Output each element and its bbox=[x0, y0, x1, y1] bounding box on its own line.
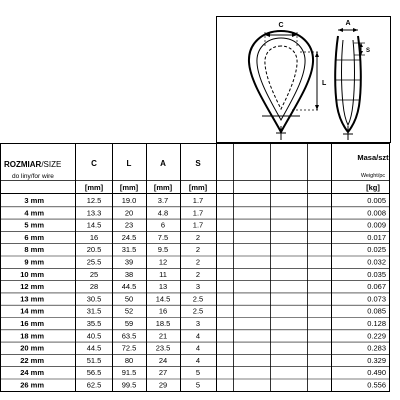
cell-c: 12.5 bbox=[86, 196, 102, 205]
cell-c: 25.5 bbox=[86, 257, 102, 267]
cell-c: 14.5 bbox=[86, 220, 102, 230]
cell-c: 16 bbox=[89, 232, 99, 242]
mass-unit: [kg] bbox=[366, 183, 380, 192]
cell-s: 2 bbox=[195, 257, 201, 267]
cell-s: 3 bbox=[195, 319, 201, 328]
cell-l: 59 bbox=[124, 319, 134, 328]
dimension-label-s: S bbox=[366, 48, 371, 54]
dimension-label-a: A bbox=[345, 20, 351, 27]
thimble-front-view-icon bbox=[249, 31, 320, 140]
cell-c: 25 bbox=[89, 269, 99, 279]
cell-a: 9.5 bbox=[157, 245, 169, 255]
size-header-title: ROZMIAR bbox=[4, 160, 42, 169]
cell-size: 22 mm bbox=[20, 355, 44, 365]
cell-size: 12 mm bbox=[20, 282, 44, 292]
cell-l: 38 bbox=[124, 269, 134, 279]
dimension-label-c: C bbox=[278, 22, 284, 29]
cell-size: 18 mm bbox=[20, 331, 44, 341]
cell-size: 16 mm bbox=[20, 319, 44, 328]
svg-text:do liny/for wire bbox=[12, 173, 54, 180]
cell-a: 6 bbox=[160, 220, 166, 230]
cell-l: 23 bbox=[124, 220, 134, 230]
cell-size: 9 mm bbox=[24, 257, 44, 267]
spec-table-grid bbox=[0, 143, 390, 392]
cell-mass: 0.009 bbox=[367, 220, 386, 230]
cell-l: 91.5 bbox=[121, 368, 137, 378]
cell-l: 80 bbox=[124, 355, 134, 365]
cell-l: 63.5 bbox=[121, 331, 137, 341]
cell-a: 12 bbox=[158, 257, 168, 267]
unit-c: [mm] bbox=[84, 183, 104, 192]
cell-s: 1.7 bbox=[192, 220, 204, 230]
cell-size: 20 mm bbox=[20, 343, 44, 353]
cell-size: 24 mm bbox=[20, 368, 44, 378]
cell-s: 2.5 bbox=[192, 294, 204, 304]
cell-c: 44.5 bbox=[86, 343, 102, 353]
cell-mass: 0.017 bbox=[367, 232, 386, 242]
cell-a: 3.7 bbox=[157, 196, 169, 205]
cell-size: 10 mm bbox=[20, 269, 44, 279]
cell-s: 2 bbox=[195, 232, 201, 242]
cell-s: 2 bbox=[195, 269, 201, 279]
cell-s: 4 bbox=[195, 331, 201, 341]
cell-c: 51.5 bbox=[86, 355, 102, 365]
cell-s: 2.5 bbox=[192, 306, 204, 316]
cell-mass: 0.229 bbox=[367, 331, 386, 341]
cell-mass: 0.556 bbox=[367, 380, 386, 390]
svg-text:ROZMIAR/SIZE bbox=[4, 160, 61, 169]
cell-size: 3 mm bbox=[24, 196, 44, 205]
cell-s: 4 bbox=[195, 343, 201, 353]
unit-a: [mm] bbox=[153, 183, 173, 192]
dimension-label-l: L bbox=[322, 80, 327, 87]
cell-l: 52 bbox=[124, 306, 134, 316]
cell-mass: 0.067 bbox=[367, 282, 386, 292]
cell-a: 14.5 bbox=[155, 294, 171, 304]
cell-mass: 0.005 bbox=[367, 196, 386, 205]
cell-c: 20.5 bbox=[86, 245, 102, 255]
cell-mass: 0.283 bbox=[367, 343, 386, 353]
cell-a: 23.5 bbox=[155, 343, 171, 353]
cell-l: 39 bbox=[124, 257, 134, 267]
cell-c: 56.5 bbox=[86, 368, 102, 378]
cell-c: 62.5 bbox=[86, 380, 102, 390]
cell-size: 5 mm bbox=[24, 220, 44, 230]
col-header-a: A bbox=[160, 159, 166, 168]
cell-l: 19.0 bbox=[121, 196, 137, 205]
size-subheader-suffix: for wire bbox=[32, 173, 54, 180]
cell-a: 29 bbox=[158, 380, 168, 390]
cell-s: 5 bbox=[195, 380, 201, 390]
cell-mass: 0.329 bbox=[367, 355, 386, 365]
cell-a: 24 bbox=[158, 355, 168, 365]
cell-s: 1.7 bbox=[192, 196, 204, 205]
cell-l: 44.5 bbox=[121, 282, 137, 292]
cell-c: 31.5 bbox=[86, 306, 102, 316]
cell-size: 8 mm bbox=[24, 245, 44, 255]
cell-s: 3 bbox=[195, 282, 201, 292]
cell-a: 16 bbox=[158, 306, 168, 316]
cell-l: 31.5 bbox=[121, 245, 137, 255]
size-header-suffix: /SIZE bbox=[41, 160, 62, 169]
cell-l: 50 bbox=[124, 294, 134, 304]
mass-header-sub: Weight/pc bbox=[360, 173, 386, 179]
cell-l: 99.5 bbox=[121, 380, 137, 390]
size-subheader: do liny/ bbox=[12, 173, 33, 180]
thimble-side-view-icon bbox=[335, 28, 365, 140]
cell-c: 35.5 bbox=[86, 319, 102, 328]
cell-c: 28 bbox=[89, 282, 99, 292]
cell-a: 27 bbox=[158, 368, 168, 378]
unit-l: [mm] bbox=[119, 183, 139, 192]
cell-l: 20 bbox=[124, 208, 134, 218]
cell-a: 4.8 bbox=[157, 208, 169, 218]
cell-mass: 0.025 bbox=[367, 245, 386, 255]
cell-a: 7.5 bbox=[157, 232, 169, 242]
col-header-c: C bbox=[91, 159, 97, 168]
cell-s: 1.7 bbox=[192, 208, 204, 218]
cell-mass: 0.085 bbox=[367, 306, 386, 316]
cell-a: 18.5 bbox=[155, 319, 171, 328]
cell-l: 72.5 bbox=[121, 343, 137, 353]
cell-mass: 0.073 bbox=[367, 294, 386, 304]
cell-l: 24.5 bbox=[121, 232, 137, 242]
cell-a: 11 bbox=[159, 269, 167, 279]
col-header-l: L bbox=[126, 159, 132, 168]
cell-a: 13 bbox=[158, 282, 168, 292]
thimble-diagram bbox=[217, 17, 391, 143]
cell-s: 4 bbox=[195, 355, 201, 365]
cell-mass: 0.490 bbox=[367, 368, 386, 378]
cell-mass: 0.128 bbox=[367, 319, 386, 328]
mass-header-title: Masa/szt bbox=[357, 153, 389, 162]
cell-mass: 0.035 bbox=[367, 269, 386, 279]
cell-a: 21 bbox=[158, 331, 168, 341]
cell-size: 4 mm bbox=[24, 208, 44, 218]
cell-mass: 0.008 bbox=[367, 208, 386, 218]
cell-c: 30.5 bbox=[86, 294, 102, 304]
col-header-s: S bbox=[195, 159, 201, 168]
cell-c: 13.3 bbox=[86, 208, 102, 218]
cell-size: 26 mm bbox=[20, 380, 44, 390]
cell-size: 13 mm bbox=[20, 294, 44, 304]
cell-mass: 0.032 bbox=[367, 257, 386, 267]
unit-s: [mm] bbox=[188, 183, 208, 192]
cell-s: 5 bbox=[195, 368, 201, 378]
cell-c: 40.5 bbox=[86, 331, 102, 341]
cell-size: 14 mm bbox=[20, 306, 44, 316]
cell-s: 2 bbox=[195, 245, 201, 255]
cell-size: 6 mm bbox=[24, 232, 44, 242]
